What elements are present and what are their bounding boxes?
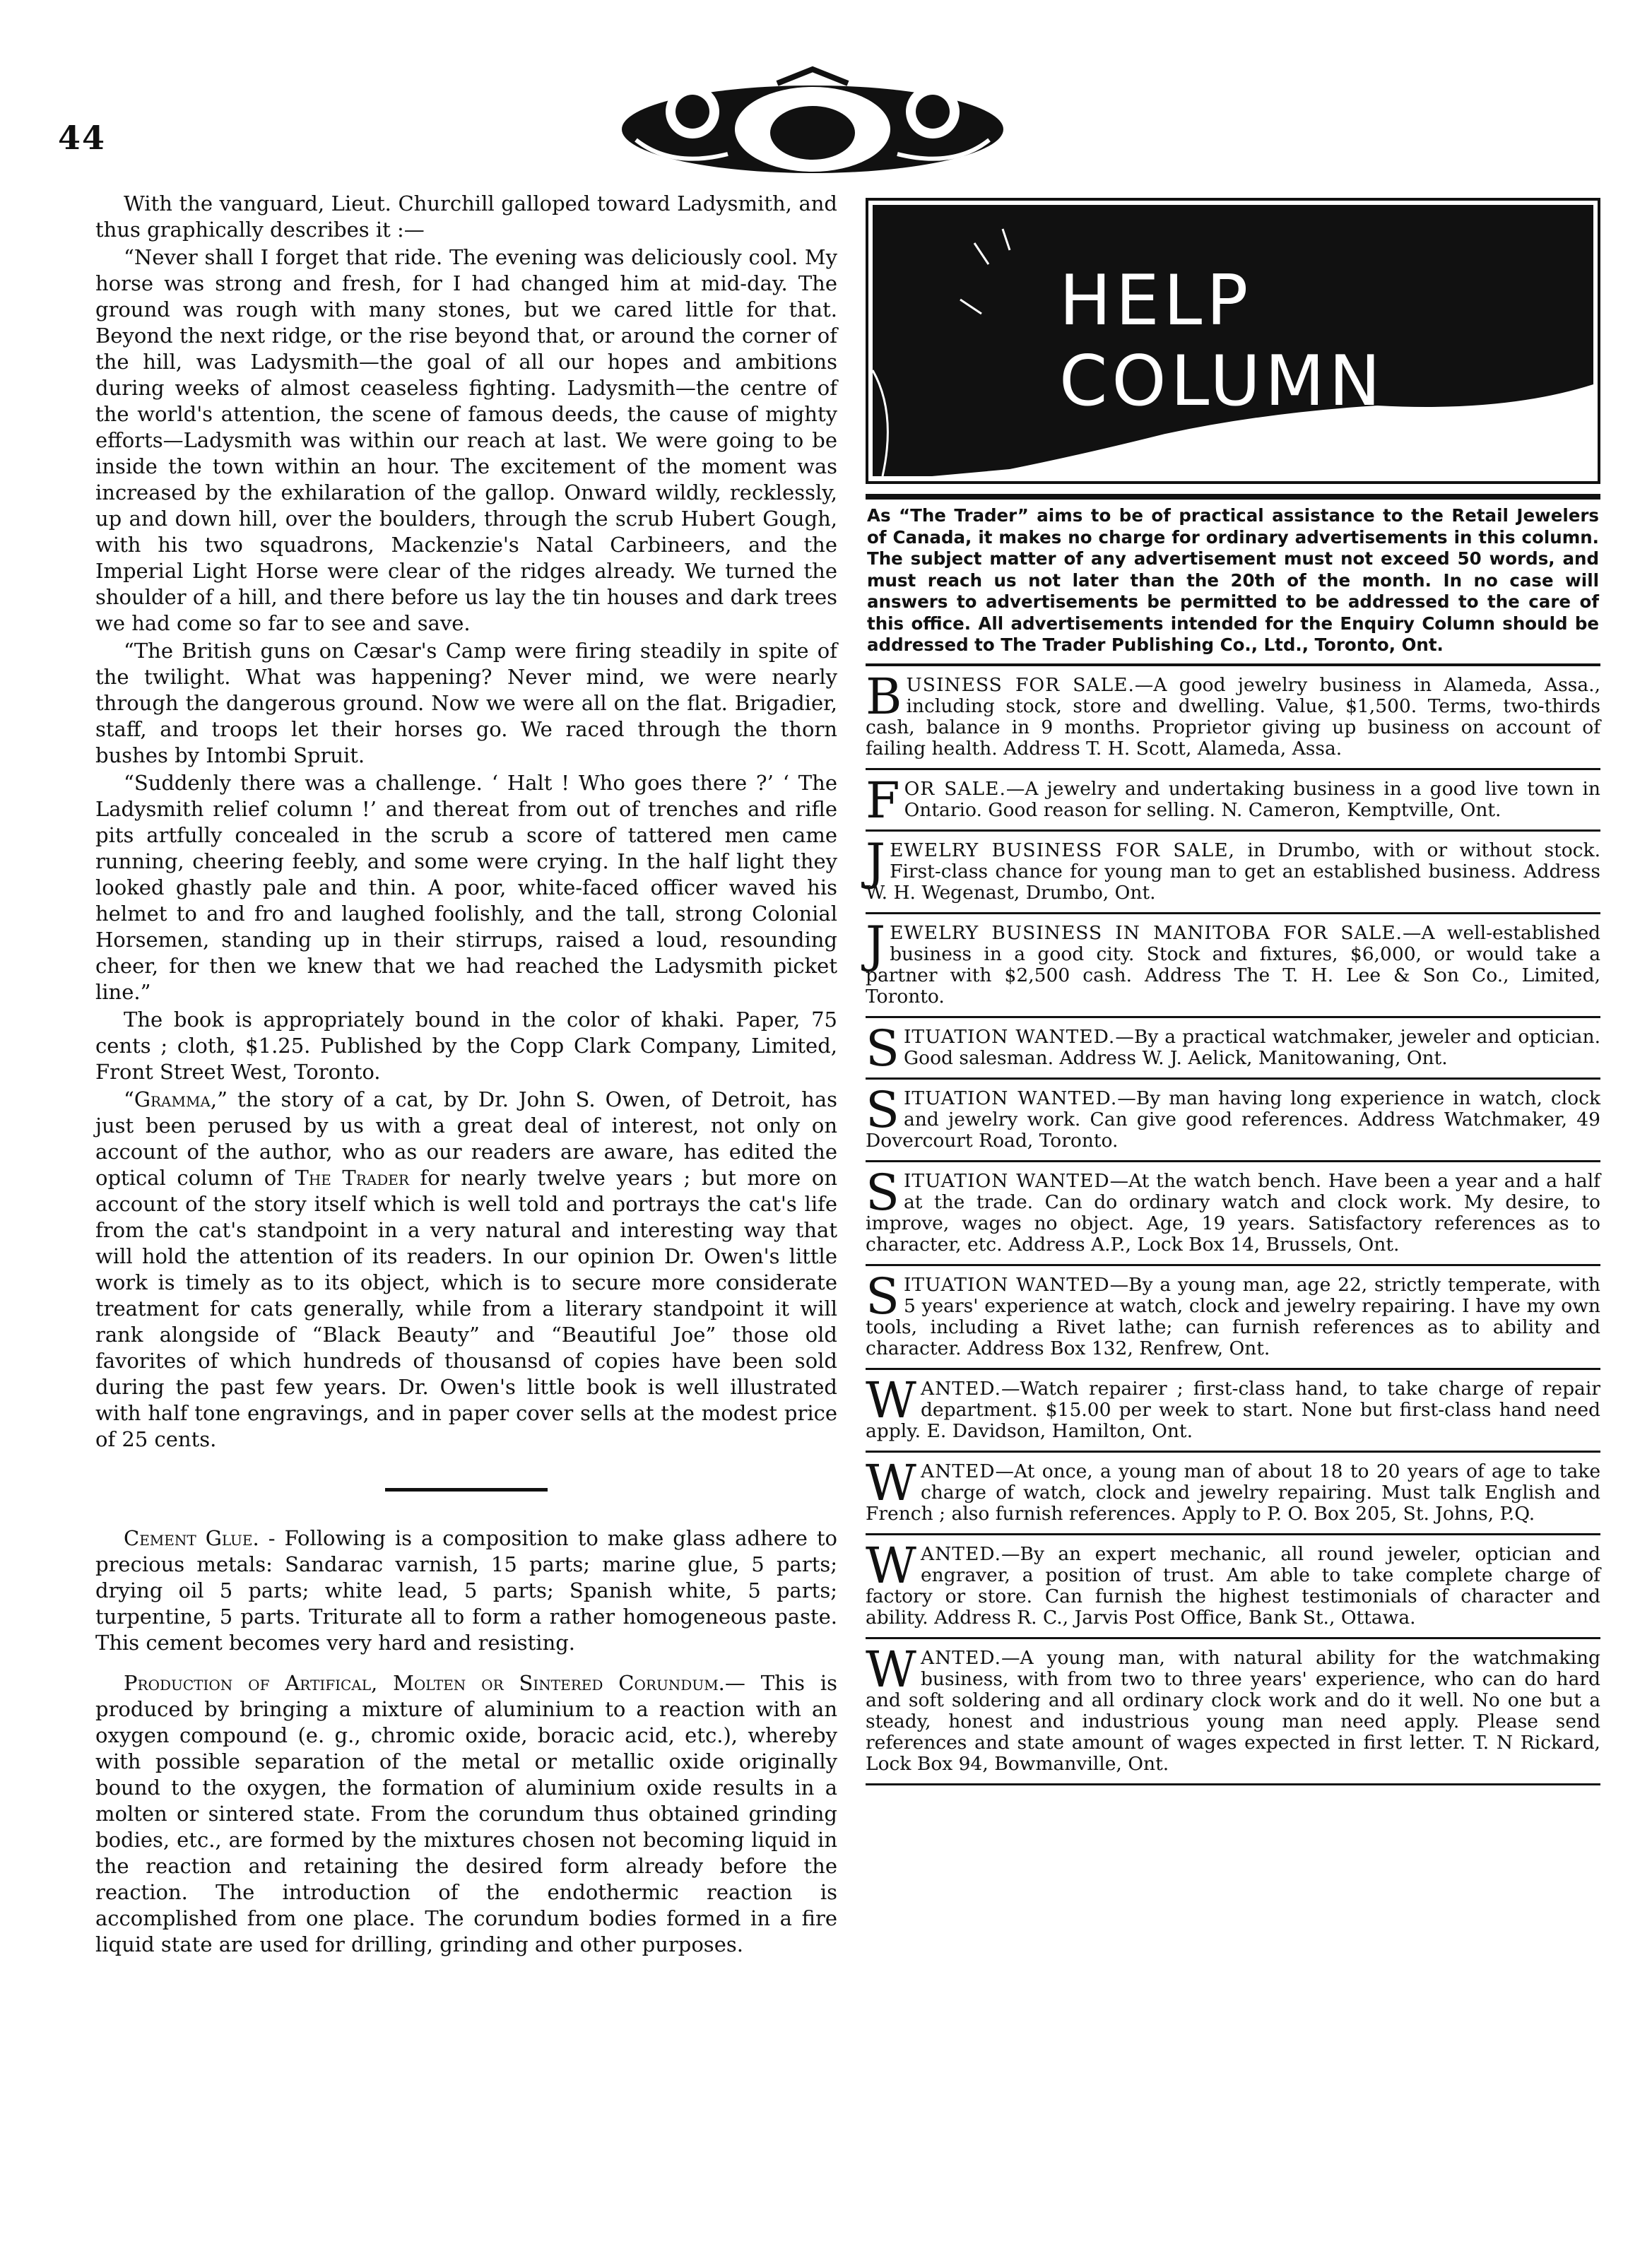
ad-heading: EWELRY BUSINESS IN MANITOBA FOR SALE. [890,921,1403,944]
ad-body: —At once, a young man of about 18 to 20 years of age to take charge of watch, clock and jewelry repairing. Must talk English and French ; also furnish references. Apply to P. O. Box 205, St. Johns, P.Q. [866,1460,1600,1525]
ad-body: —By a young man, age 22, strictly temperate, with 5 years' experience at watch, clock and jewelry repairing. I have my own tools, including a Rivet lathe; can furnish references as to ability and character. Address Box 132, Renfrew, Ont. [866,1273,1600,1359]
classified-ad [866,1162,1600,1266]
ad-body: —A well-established business in a good city. Stock and fixtures, $6,000, or would take a partner with $2,500 cash. Address The T. H. Lee & Son Co., Limited, Toronto. [866,921,1600,1008]
ad-heading: ITUATION WANTED [903,1169,1110,1192]
article-column [95,191,837,1959]
classified-ad [866,770,1600,832]
drop-cap: S [866,1080,899,1139]
drop-cap: B [866,667,902,726]
book-title: “Gramma,” [124,1087,228,1111]
help-column-banner [866,198,1600,484]
item-heading: Cement Glue. [124,1526,259,1550]
paragraph: “Gramma,” the story of a cat, by Dr. John S. Owen, of Detroit, has just been perused by us with a great deal of interest, not only on account of the author, who as our readers are aware, has edited the optical column of The Trader for nearly twelve years ; but more on account of the story itself which is well told and portrays the cat's life from the cat's standpoint in a very natural and interesting way that will hold the attention of its readers. In our opinion Dr. Owen's little work is timely as to its object, which is to secure more considerate treatment for cats generally, while from a literary standpoint it will rank alongside of “Black Beauty” and “Beautiful Joe” those old favorites of which hundreds of thousansd of copies have been sold during the past few years. Dr. Owen's little book is well illustrated with half tone engravings, and in paper cover sells at the modest price of 25 cents. [95,1087,838,1451]
classified-ad [866,1018,1600,1080]
banner-title: HELP COLUMN [1059,261,1385,422]
publication-name: The Trader [295,1166,409,1190]
drop-cap: F [866,771,900,829]
drop-cap: J [866,915,886,974]
classified-ad [866,914,1600,1018]
classified-ad [866,1080,1600,1162]
ad-body: —A young man, with natural ability for the watchmaking business, with from two to three years' experience, who can do hard and soft soldering and all ordinary clock work and do it well. No one but a steady, honest and industrious young man need apply. Please send references and state amount of wages expected in first letter. T. N Rickard, Lock Box 94, Bowmanville, Ont. [866,1646,1600,1775]
paragraph: The book is appropriately bound in the color of khaki. Paper, 75 cents ; cloth, $1.25. Published by the Copp Clark Company, Limited, Front Street West, Toronto. [95,1008,837,1084]
section-divider [385,1488,548,1492]
ad-heading: ITUATION WANTED. [903,1025,1116,1048]
classified-ad [866,1535,1600,1639]
help-column-notice: As “The Trader” aims to be of practical assistance to the Retail Jewelers of Canada, it makes no charge for ordinary advertisements in this column. The subject matter of any advertisement must not exceed 50 words, and must reach us not later than the 20th of the month. In no case will answers to advertisements be permitted to be addressed to the care of this office. All advertisements intended for the Enquiry Column should be addressed to The Trader Publishing Co., Ltd., Toronto, Ont. [866,494,1600,666]
ad-heading: ANTED. [920,1646,1002,1669]
classified-ad [866,1266,1600,1370]
drop-cap: W [866,1640,916,1699]
ad-heading: ANTED. [920,1542,1002,1565]
ad-body: —Watch repairer ; first-class hand, to take charge of repair department. $15.00 per week to start. None but first-class hand need apply. E. Davidson, Hamilton, Ont. [866,1377,1600,1442]
ad-body: —By man having long experience in watch, clock and jewelry work. Can give good references. Address Watchmaker, 49 Dovercourt Road, Toronto. [866,1087,1600,1152]
classified-ad [866,1639,1600,1785]
classified-ad [866,1453,1600,1535]
paragraph: With the vanguard, Lieut. Churchill galloped toward Ladysmith, and thus graphically describes it :— [95,191,837,242]
paragraph: “Never shall I forget that ride. The evening was deliciously cool. My horse was strong and fresh, for I had changed him at mid-day. The ground was rough with many stones, but we cared little for that. Beyond the next ridge, or the rise beyond that, or around the corner of the hill, was Ladysmith—the goal of all our hopes and ambitions during weeks of almost ceaseless fighting. Ladysmith—the centre of the world's attention, the scene of famous deeds, the cause of mighty efforts—Ladysmith was within our reach at last. We were going to be inside the town within an hour. The excitement of the moment was increased by the exhilaration of the gallop. Onward wildly, recklessly, up and down hill, over the boulders, through the scrub Hubert Gough, with his two squadrons, Mackenzie's Natal Carbineers, and the Imperial Light Horse were clear of the ridges already. We turned the shoulder of a hill, and there before us lay the tin houses and dark trees we had come so far to see and save. [95,245,837,635]
drop-cap: S [866,1267,899,1325]
drop-cap: W [866,1371,916,1429]
item-heading: Production of Artifical, Molten or Sintered Corundum.— [124,1671,745,1695]
ad-heading: USINESS FOR SALE. [906,673,1135,696]
classified-ad [866,1370,1600,1453]
classified-ad [866,832,1600,914]
ad-body: —At the watch bench. Have been a year and a half at the trade. Can do ordinary watch and clock work. My desire, to improve, wages no object. Age, 19 years. Satisfactory references as to character, etc. Address A.P., Lock Box 14, Brussels, Ont. [866,1169,1600,1256]
drop-cap: S [866,1019,899,1077]
drop-cap: W [866,1536,916,1595]
classified-ad [866,666,1600,770]
ad-body: —By a practical watchmaker, jeweler and optician. Good salesman. Address W. J. Aelick, Manitowaning, Ont. [903,1025,1600,1069]
ad-heading: ANTED. [920,1377,1002,1400]
ad-body: in Drumbo, with or without stock. First-class chance for young man to get an established business. Address W. H. Wegenast, Drumbo, Ont. [866,839,1601,904]
ad-body: —By an expert mechanic, all round jeweler, optician and engraver, a position of trust. Am able to take complete charge of factory or store. Can furnish the highest testimonials of character and ability. Address R. C., Jarvis Post Office, Bank St., Ottawa. [866,1542,1600,1629]
page-number: 44 [58,119,107,157]
ad-heading: ITUATION WANTED. [903,1087,1118,1109]
paragraph: Cement Glue. - Following is a composition to make glass adhere to precious metals: Sandarac varnish, 15 parts; marine glue, 5 parts; drying oil 5 parts; white lead, 5 parts; Spanish white, 5 parts; turpentine, 5 parts. Triturate all to form a rather homogeneous paste. This cement becomes very hard and resisting. [95,1526,837,1655]
paragraph: “The British guns on Cæsar's Camp were firing steadily in spite of the twilight. What was happening? Never mind, we were nearly through the dangerous ground. Now we were all on the flat. Brigadier, staff, and troops let their horses go. We raced through the thorn bushes by Intombi Spruit. [95,639,837,767]
ornamental-masthead [615,62,1010,186]
ad-body: —A jewelry and undertaking business in a good live town in Ontario. Good reason for selling. N. Cameron, Kemptville, Ont. [904,777,1600,821]
ad-heading: EWELRY BUSINESS FOR SALE, [890,839,1235,861]
drop-cap: J [866,832,886,891]
ad-heading: ANTED [920,1460,996,1482]
help-column [866,198,1600,1785]
ad-body: —A good jewelry business in Alameda, Assa., including stock, store and dwelling. Value, $1,500. Terms, two-thirds cash, balance in 9 months. Proprietor giving up business on account of failing health. Address T. H. Scott, Alameda, Assa. [866,673,1600,760]
ad-heading: ITUATION WANTED [903,1273,1110,1296]
drop-cap: S [866,1163,899,1222]
paragraph: “Suddenly there was a challenge. ‘ Halt ! Who goes there ?’ ‘ The Ladysmith relief column !’ and thereat from out of trenches and rifle pits artfully concealed in the scrub a score of tattered men came running, cheering feebly, and some were crying. In the half light they looked ghastly pale and thin. A poor, white-faced officer waved his helmet to and fro and laughed foolishly, and the tall, strong Colonial Horsemen, standing up in their stirrups, raised a loud, resounding cheer, for then we knew that we had reached the Ladysmith picket line.” [95,771,837,1004]
ad-heading: OR SALE. [904,777,1006,800]
classified-ads [866,666,1600,1785]
paragraph: Production of Artifical, Molten or Sintered Corundum.— This is produced by bringing a mixture of aluminium to a reaction with an oxygen compound (e. g., chromic oxide, boracic acid, etc.), whereby with possible separation of the metal or metallic oxide originally bound to the oxygen, the formation of aluminium oxide results in a molten or sintered state. From the corundum thus obtained grinding bodies, etc., are formed by the mixtures chosen not becoming liquid in the reaction and retaining the desired form already before the reaction. The introduction of the endothermic reaction is accomplished from one place. The corundum bodies formed in a fire liquid state are used for drilling, grinding and other purposes. [95,1671,837,1956]
drop-cap: W [866,1453,916,1512]
